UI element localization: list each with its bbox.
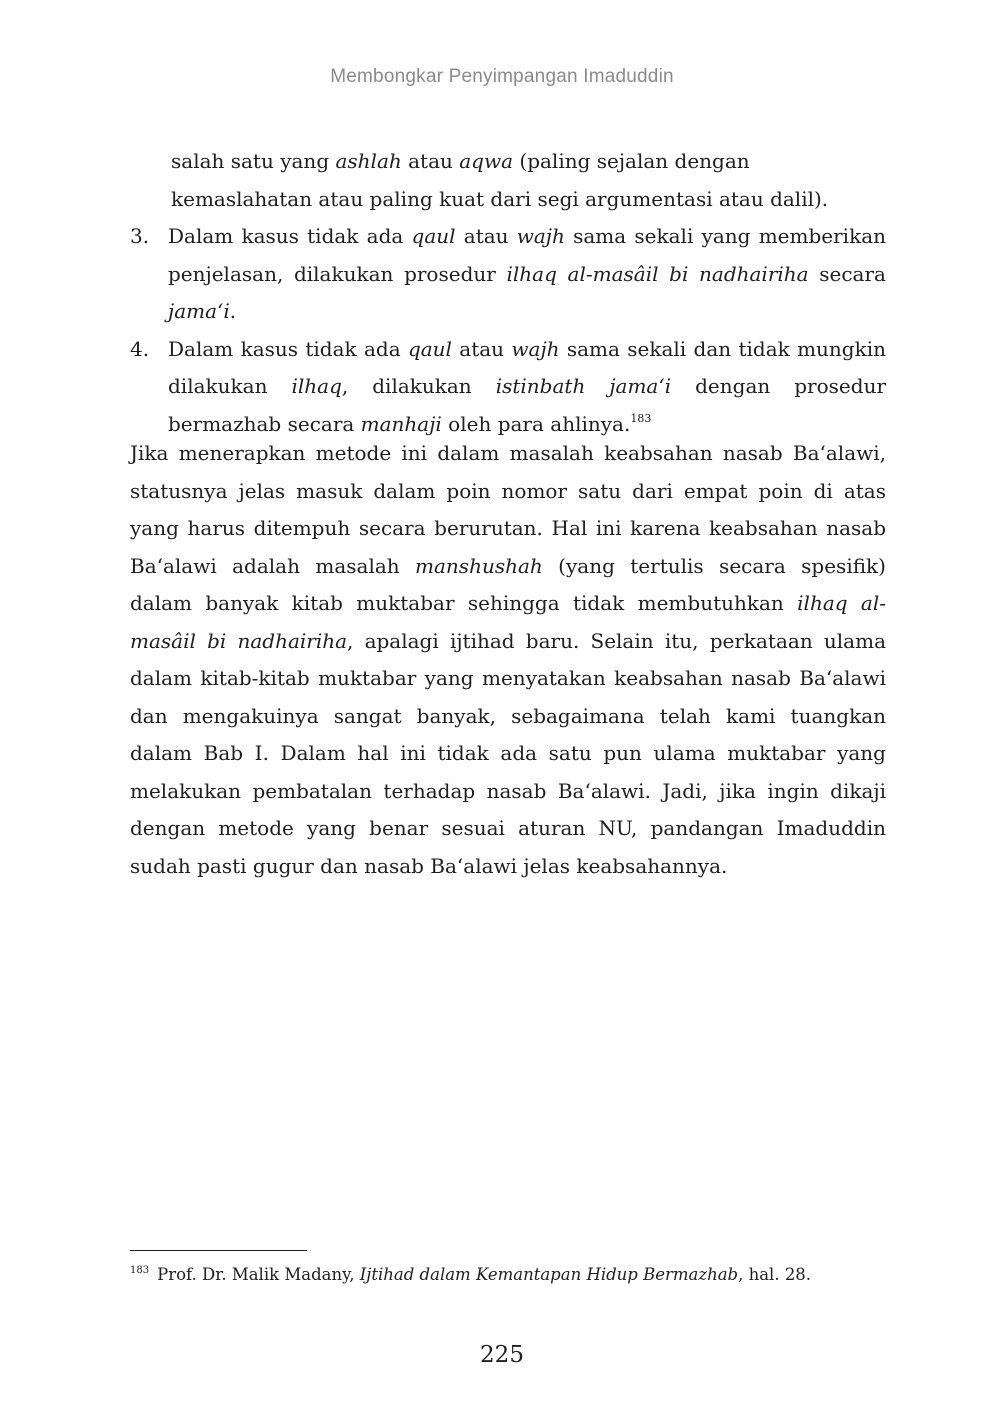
- text-span: oleh para ahlinya.: [441, 411, 631, 436]
- italic-term: wajh: [511, 336, 560, 361]
- text-span: Prof. Dr. Malik Madany,: [157, 1265, 360, 1284]
- footnote: [130, 1263, 886, 1287]
- italic-term: aqwa: [459, 149, 514, 173]
- footnote-reference[interactable]: 183: [630, 411, 652, 425]
- page-number: 225: [480, 1342, 524, 1368]
- text-span: atau: [455, 224, 517, 248]
- text-span: sama sekali dan tidak mungkin dilakukan: [168, 336, 887, 398]
- text-span: (yang tertulis secara spesifik) dalam banyak kitab muktabar sehingga tidak membutuhkan: [130, 553, 886, 615]
- italic-term: manshushah: [415, 553, 543, 578]
- text-span: Dalam kasus tidak ada: [168, 224, 412, 248]
- text-span: secara: [808, 261, 886, 286]
- footnote-divider: [130, 1250, 307, 1251]
- list-item-4: [130, 331, 886, 444]
- text-span: sama sekali yang memberikan penjelasan, dilakukan prosedur: [168, 224, 886, 286]
- text-span: atau: [451, 336, 512, 361]
- italic-title: Ijtihad dalam Kemantapan Hidup Bermazhab: [359, 1265, 739, 1284]
- footnote-number: 183: [130, 1265, 150, 1276]
- list-number: 4.: [130, 336, 150, 361]
- italic-term: ashlah: [335, 149, 402, 173]
- text-span: dengan prosedur bermazhab secara: [168, 374, 887, 436]
- italic-term: ilhaq al-masâil bi nadhairiha: [506, 261, 809, 286]
- list-item-continuation: [171, 143, 886, 218]
- text-span: , apalagi ijtihad baru. Selain itu, perkataan ulama dalam kitab-kitab muktabar yang menyatakan keabsahan nasab Ba‘alawi dan mengakuinya sangat banyak, sebagaimana telah kami tuangkan dalam Bab I. Dalam hal ini tidak ada satu pun ulama muktabar yang melakukan pembatalan terhadap nasab Ba‘alawi. Jadi, jika ingin dikaji dengan metode yang benar sesuai aturan NU, pandangan Imaduddin sudah pasti gugur dan nasab Ba‘alawi jelas keabsahannya.: [130, 628, 886, 878]
- text-span: atau: [401, 149, 460, 173]
- italic-term: jama‘i.: [168, 299, 237, 323]
- italic-term: istinbath jama‘i: [495, 374, 672, 398]
- numbered-list: [130, 218, 886, 443]
- text-span: , dilakukan: [341, 374, 496, 398]
- italic-term: ilhaq al-masâil bi nadhairiha: [130, 591, 886, 653]
- text-span: salah satu yang: [171, 149, 336, 173]
- text-span: Dalam kasus tidak ada: [168, 336, 408, 361]
- text-span: (paling sejalan dengan kemaslahatan atau paling kuat dari segi argumentasi atau dalil).: [171, 149, 829, 211]
- body-paragraph: [130, 435, 886, 885]
- italic-term: qaul: [411, 224, 456, 248]
- italic-term: manhaji: [360, 411, 442, 436]
- text-span: , hal. 28.: [738, 1265, 812, 1284]
- italic-term: ilhaq: [291, 374, 342, 398]
- italic-term: wajh: [516, 224, 565, 248]
- running-header: Membongkar Penyimpangan Imaduddin: [330, 66, 674, 87]
- list-item-3: [130, 218, 886, 331]
- text-span: Jika menerapkan metode ini dalam masalah keabsahan nasab Ba‘alawi, statusnya jelas masuk dalam poin nomor satu dari empat poin di atas yang harus ditempuh secara berurutan. Hal ini karena keabsahan nasab Ba‘alawi adalah masalah: [130, 441, 886, 578]
- list-number: 3.: [130, 224, 150, 248]
- italic-term: qaul: [407, 336, 452, 361]
